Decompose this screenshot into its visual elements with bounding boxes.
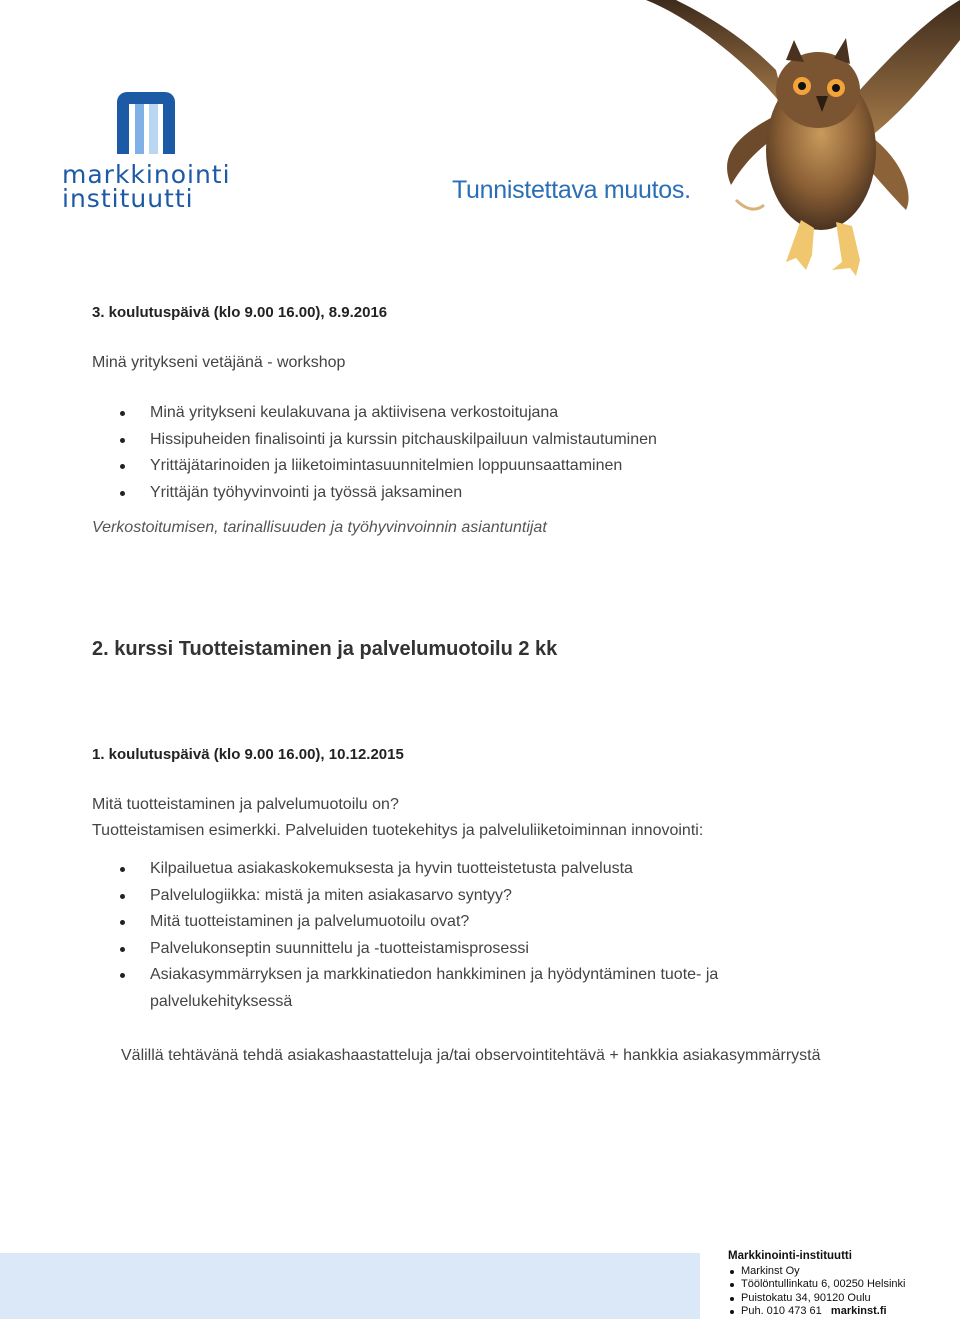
owl-illustration: [636, 0, 960, 292]
list-item: Yrittäjän työhyvinvointi ja työssä jaksaminen: [92, 480, 880, 507]
example-line: Tuotteistamisen esimerkki. Palveluiden tuotekehitys ja palveluliiketoiminnan innovointi:: [92, 822, 704, 839]
footer-item-phone: [728, 1305, 960, 1319]
footer-band: [0, 1253, 700, 1319]
list-item: Minä yritykseni keulakuvana ja aktiivisena verkostoitujana: [92, 400, 880, 427]
list-item: Mitä tuotteistaminen ja palvelumuotoilu ovat?: [92, 909, 880, 936]
course-heading: 2. kurssi Tuotteistaminen ja palvelumuotoilu 2 kk: [92, 638, 558, 660]
list-item: Asiakasymmärryksen ja markkinatiedon hankkiminen ja hyödyntäminen tuote- ja palvelukehityksessä: [92, 962, 770, 1015]
list-item: Palvelulogiikka: mistä ja miten asiakasarvo syntyy?: [92, 883, 880, 910]
footer-item: Puistokatu 34, 90120 Oulu: [728, 1292, 960, 1306]
footer-title: Markkinointi-instituutti: [728, 1250, 852, 1262]
question-line: Mitä tuotteistaminen ja palvelumuotoilu on?: [92, 796, 399, 813]
footer-contact: [728, 1250, 960, 1319]
footer-website-link[interactable]: markinst.fi: [830, 1305, 887, 1318]
workshop-topic: Minä yritykseni vetäjänä - workshop: [92, 354, 346, 371]
company-logo: [62, 92, 242, 212]
experts-line: Verkostoitumisen, tarinallisuuden ja työhyvinvoinnin asiantuntijat: [92, 519, 547, 536]
footer-item: Markinst Oy: [728, 1265, 960, 1279]
logo-text-line2: instituutti: [62, 184, 194, 213]
day-heading: 3. koulutuspäivä (klo 9.00 16.00), 8.9.2016: [92, 304, 388, 321]
logo-text-line1: markkinointi: [62, 160, 231, 189]
assignment-note: Välillä tehtävänä tehdä asiakashaastatteluja ja/tai observointitehtävä + hankkia asiakasymmärrystä: [121, 1047, 821, 1064]
course-bullet-list: [92, 856, 880, 1015]
list-item: Yrittäjätarinoiden ja liiketoimintasuunnitelmien loppuunsaattaminen: [92, 453, 880, 480]
footer-phone: Puh. 010 473 61: [741, 1305, 822, 1318]
footer-item: Töölöntullinkatu 6, 00250 Helsinki: [728, 1278, 960, 1292]
list-item: Hissipuheiden finalisointi ja kurssin pitchauskilpailuun valmistautuminen: [92, 427, 880, 454]
list-item: Kilpailuetua asiakaskokemuksesta ja hyvin tuotteistetusta palvelusta: [92, 856, 880, 883]
logo-mark-icon: [117, 92, 175, 154]
list-item: Palvelukonseptin suunnittelu ja -tuotteistamisprosessi: [92, 936, 880, 963]
tagline: Tunnistettava muutos.: [452, 176, 691, 204]
day-heading: 1. koulutuspäivä (klo 9.00 16.00), 10.12.2015: [92, 746, 404, 763]
workshop-bullet-list: [92, 400, 880, 506]
